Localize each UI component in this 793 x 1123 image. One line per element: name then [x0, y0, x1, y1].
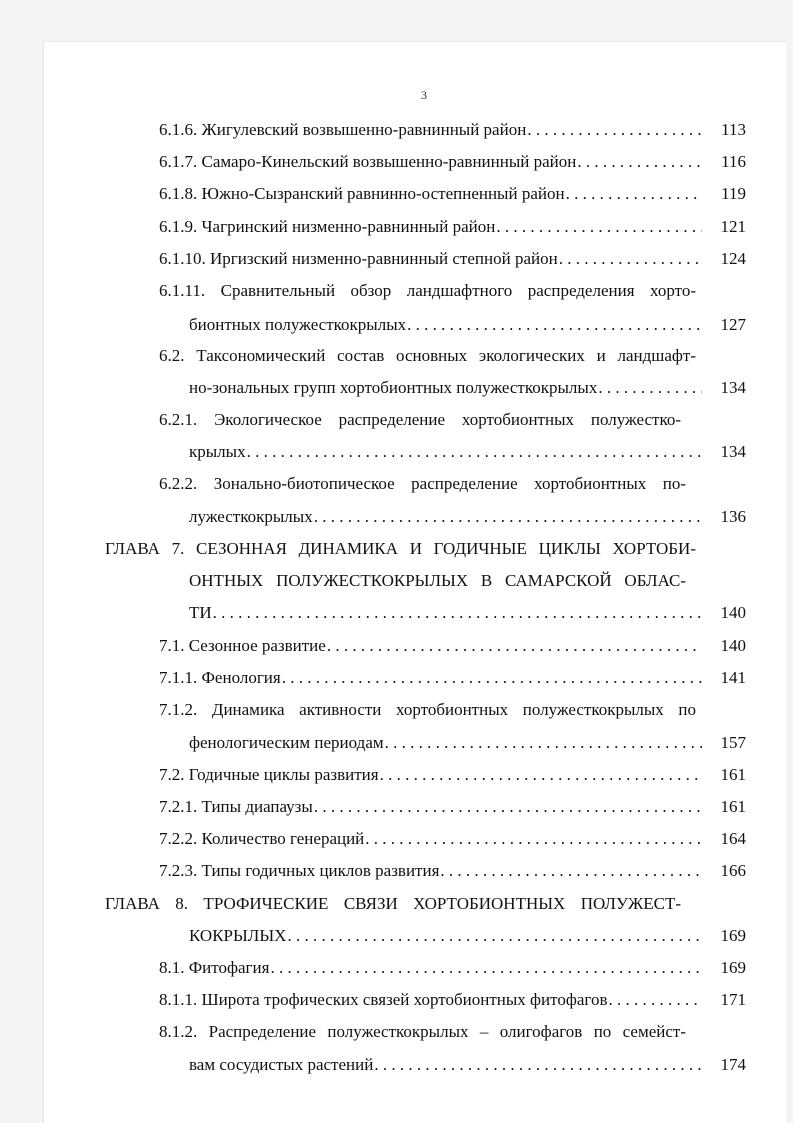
leader-dots: [440, 861, 702, 881]
chapter-heading[interactable]: [189, 926, 746, 946]
toc-entry-page: 119: [721, 184, 746, 203]
leader-dots: [247, 442, 702, 462]
toc-entry[interactable]: [159, 184, 746, 204]
toc-entry-page: 174: [720, 1055, 746, 1074]
leader-dots: [374, 1055, 702, 1075]
leader-dots: [608, 990, 702, 1010]
toc-entry-title: ТИ: [189, 603, 212, 622]
toc-entry-title: крылых: [189, 442, 246, 461]
toc-entry-title: 7.1.1. Фенология: [159, 668, 281, 687]
toc-entry-page: 171: [720, 990, 746, 1009]
toc-entry-page: 140: [720, 636, 746, 655]
toc-entry-title: 7.2. Годичные циклы развития: [159, 765, 379, 784]
toc-entry-title: 6.1.10. Иргизский низменно-равнинный степной район: [159, 249, 558, 268]
toc-entry[interactable]: [189, 378, 746, 398]
toc-entry-title: лужесткокрылых: [189, 507, 313, 526]
toc-entry-page: 113: [721, 120, 746, 139]
toc-entry-page: 121: [720, 217, 746, 236]
toc-entry[interactable]: [189, 507, 746, 527]
toc-entry[interactable]: [159, 829, 746, 849]
toc-entry-page: 161: [720, 797, 746, 816]
toc-entry-line1[interactable]: 8.1.2. Распределение полужесткокрылых – олигофагов по семейст-: [159, 1022, 686, 1041]
toc-entry-title: фенологическим периодам: [189, 733, 384, 752]
toc-entry-page: 134: [720, 442, 746, 461]
toc-entry-page: 161: [720, 765, 746, 784]
toc-entry-title: но-зональных групп хортобионтных полужесткокрылых: [189, 378, 598, 397]
toc-entry-title: 6.1.6. Жигулевский возвышенно-равнинный район: [159, 120, 527, 139]
chapter-heading-line2[interactable]: ОНТНЫХ ПОЛУЖЕСТКОКРЫЛЫХ В САМАРСКОЙ ОБЛАС-: [189, 571, 686, 590]
toc-entry[interactable]: [189, 733, 746, 753]
toc-entry[interactable]: [189, 315, 746, 335]
leader-dots: [577, 152, 702, 172]
chapter-heading-line1[interactable]: ГЛАВА 8. ТРОФИЧЕСКИЕ СВЯЗИ ХОРТОБИОНТНЫХ ПОЛУЖЕСТ-: [105, 894, 681, 913]
toc-entry-title: 6.1.8. Южно-Сызранский равнинно-остепненный район: [159, 184, 565, 203]
leader-dots: [566, 184, 702, 204]
toc-entry[interactable]: [159, 120, 746, 140]
leader-dots: [385, 733, 702, 753]
toc-entry-title: 7.1. Сезонное развитие: [159, 636, 326, 655]
toc-entry-page: 127: [720, 315, 746, 334]
toc-entry-title: бионтных полужесткокрылых: [189, 315, 407, 334]
toc-entry-title: 7.2.3. Типы годичных циклов развития: [159, 861, 440, 880]
toc-entry-page: 157: [720, 733, 746, 752]
toc-entry-page: 141: [720, 668, 746, 687]
leader-dots: [598, 378, 702, 398]
leader-dots: [213, 603, 702, 623]
toc-entry[interactable]: [189, 1055, 746, 1075]
toc-entry[interactable]: [159, 958, 746, 978]
chapter-heading-line1[interactable]: ГЛАВА 7. СЕЗОННАЯ ДИНАМИКА И ГОДИЧНЫЕ ЦИКЛЫ ХОРТОБИ-: [105, 539, 696, 558]
leader-dots: [282, 668, 702, 688]
leader-dots: [496, 217, 702, 237]
toc-entry-page: 140: [720, 603, 746, 622]
toc-entry[interactable]: [159, 636, 746, 656]
leader-dots: [327, 636, 702, 656]
toc-entry-page: 124: [720, 249, 746, 268]
toc-entry-title: 6.1.9. Чагринский низменно-равнинный район: [159, 217, 496, 236]
leader-dots: [314, 797, 702, 817]
toc-entry-line1[interactable]: 6.2.2. Зонально-биотопическое распределение хортобионтных по-: [159, 474, 686, 493]
page-number: 3: [421, 88, 427, 102]
leader-dots: [527, 120, 702, 140]
toc-entry[interactable]: [159, 765, 746, 785]
leader-dots: [287, 926, 702, 946]
toc-entry-page: 166: [720, 861, 746, 880]
toc-entry-title: 7.2.2. Количество генераций: [159, 829, 365, 848]
toc-entry-page: 116: [721, 152, 746, 171]
toc-entry[interactable]: [159, 152, 746, 172]
toc-entry-line1[interactable]: 7.1.2. Динамика активности хортобионтных полужесткокрылых по: [159, 700, 696, 719]
toc-entry[interactable]: [159, 668, 746, 688]
toc-entry-title: 7.2.1. Типы диапаузы: [159, 797, 313, 816]
toc-entry-line1[interactable]: 6.1.11. Сравнительный обзор ландшафтного распределения хорто-: [159, 281, 696, 300]
leader-dots: [407, 315, 702, 335]
toc-entry-title: КОКРЫЛЫХ: [189, 926, 287, 945]
toc-entry[interactable]: [159, 990, 746, 1010]
toc-entry-page: 134: [720, 378, 746, 397]
toc-entry-page: 169: [720, 926, 746, 945]
toc-entry-title: вам сосудистых растений: [189, 1055, 374, 1074]
leader-dots: [380, 765, 702, 785]
leader-dots: [270, 958, 702, 978]
toc-entry[interactable]: [159, 249, 746, 269]
leader-dots: [365, 829, 702, 849]
leader-dots: [559, 249, 702, 269]
toc-entry-title: 6.1.7. Самаро-Кинельский возвышенно-равнинный район: [159, 152, 577, 171]
toc-entry[interactable]: [159, 797, 746, 817]
toc-entry[interactable]: [189, 442, 746, 462]
toc-entry[interactable]: [159, 861, 746, 881]
leader-dots: [314, 507, 702, 527]
toc-entry-title: 8.1.1. Широта трофических связей хортобионтных фитофагов: [159, 990, 608, 1009]
toc-entry-page: 164: [720, 829, 746, 848]
toc-entry[interactable]: [159, 217, 746, 237]
toc-entry-line1[interactable]: 6.2.1. Экологическое распределение хортобионтных полужестко-: [159, 410, 681, 429]
toc-entry-title: 8.1. Фитофагия: [159, 958, 270, 977]
toc-entry-page: 136: [720, 507, 746, 526]
toc-entry-page: 169: [720, 958, 746, 977]
toc-entry-line1[interactable]: 6.2. Таксономический состав основных экологических и ландшафт-: [159, 346, 696, 365]
chapter-heading[interactable]: [189, 603, 746, 623]
